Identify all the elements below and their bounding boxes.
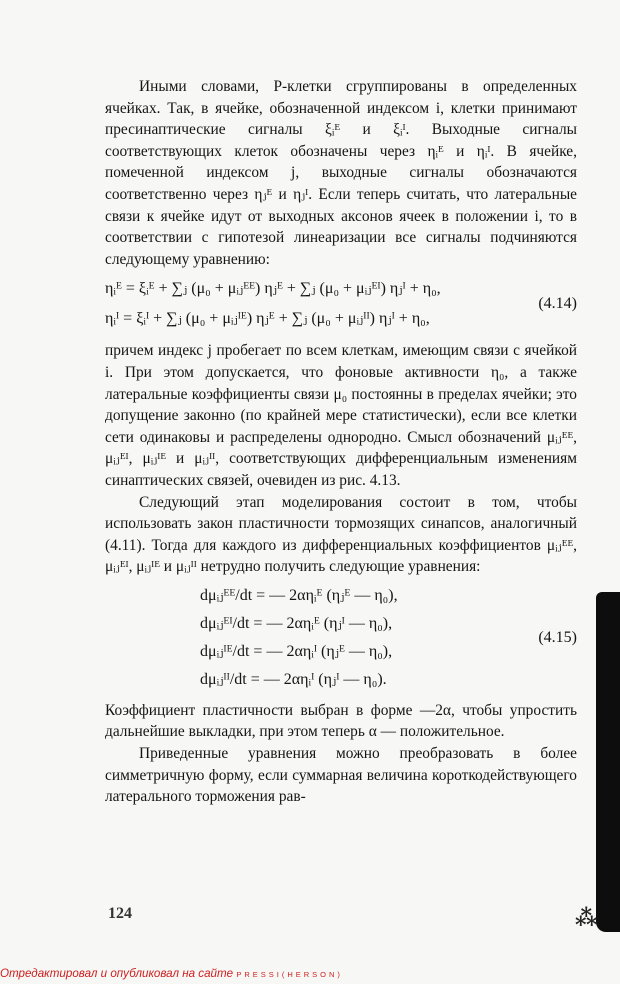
paragraph-1: Иными словами, Р-клетки сгруппированы в определенных ячейках. Так, в ячейке, обозначенной индексом i, клетки принимают пресинаптические сигналы ξᵢᴱ и ξᵢᴵ. Выходные сигналы соответствующих клеток обозначены через ηᵢᴱ и ηᵢᴵ. В ячейке, помеченной индексом j, выходные сигналы обозначаются соответственно через ηⱼᴱ и ηⱼᴵ. Если теперь считать, что латеральные связи к ячейке идут от выходных аксонов ячеек в положении i, то в соответствии с гипотезой линеаризации все сигналы подчиняются следующему уравнению:: [105, 78, 577, 268]
footer-credit-text: Отредактировал и опубликовал на сайте: [0, 967, 234, 980]
equation-4-15-line-1: dμᵢⱼᴱᴱ/dt = — 2αηᵢᴱ (ηⱼᴱ — η₀),: [200, 586, 398, 604]
equation-number-4-15: (4.15): [538, 628, 577, 646]
footer-site-name[interactable]: PRESSI(HERSON): [236, 970, 343, 979]
equation-4-15-line-3: dμᵢⱼᴵᴱ/dt = — 2αηᵢᴵ (ηⱼᴱ — η₀),: [200, 642, 393, 660]
equation-4-15-line-2: dμᵢⱼᴱᴵ/dt = — 2αηᵢᴱ (ηⱼᴵ — η₀),: [200, 614, 393, 632]
paragraph-5: Приведенные уравнения можно преобразовать в более симметричную форму, если суммарная величина короткодействующего латерального торможения рав-: [105, 745, 577, 806]
paragraph-3: Следующий этап моделирования состоит в том, чтобы использовать закон пластичности тормозящих синапсов, аналогичный (4.11). Тогда для каждого из дифференциальных коэффициентов μᵢⱼᴱᴱ, μᵢⱼᴱᴵ, μᵢⱼᴵᴱ и μᵢⱼᴵᴵ нетрудно получить следующие уравнения:: [105, 493, 577, 576]
scan-edge-shadow: [596, 592, 620, 932]
equation-4-15-line-4: dμᵢⱼᴵᴵ/dt = — 2αηᵢᴵ (ηⱼᴵ — η₀).: [200, 670, 387, 688]
paragraph-4: Коэффициент пластичности выбран в форме —2α, чтобы упростить дальнейшие выкладки, при этом теперь α — положительное.: [105, 701, 577, 741]
equation-number-4-14: (4.14): [538, 295, 577, 313]
paragraph-2: причем индекс j пробегает по всем клеткам, имеющим связи с ячейкой i. При этом допускается, что фоновые активности η₀, а также латеральные коэффициенты связи μ₀ постоянны в пределах ячейки; это допущение законно (по крайней мере статистически), если все клетки сети одинаковы и распределены однородно. Смысл обозначений μᵢⱼᴱᴱ, μᵢⱼᴱᴵ, μᵢⱼᴵᴱ и μᵢⱼᴵᴵ, соответствующих дифференциальным изменениям синаптических связей, очевиден из рис. 4.13.: [105, 342, 577, 489]
equation-4-14-line-2: ηᵢᴵ = ξᵢᴵ + ∑ⱼ (μ₀ + μᵢⱼᴵᴱ) ηⱼᴱ + ∑ⱼ (μ₀ + μᵢⱼᴵᴵ) ηⱼᴵ + η₀,: [105, 310, 430, 328]
footer-credit: [0, 967, 343, 980]
scan-margin-mark: ⁂: [575, 905, 598, 930]
equation-4-15: [105, 582, 577, 694]
equation-4-14: [105, 274, 577, 334]
equation-4-14-line-1: ηᵢᴱ = ξᵢᴱ + ∑ⱼ (μ₀ + μᵢⱼᴱᴱ) ηⱼᴱ + ∑ⱼ (μ₀ + μᵢⱼᴱᴵ) ηⱼᴵ + η₀,: [105, 280, 441, 298]
text-block: [105, 76, 577, 808]
page-number: 124: [108, 905, 132, 922]
